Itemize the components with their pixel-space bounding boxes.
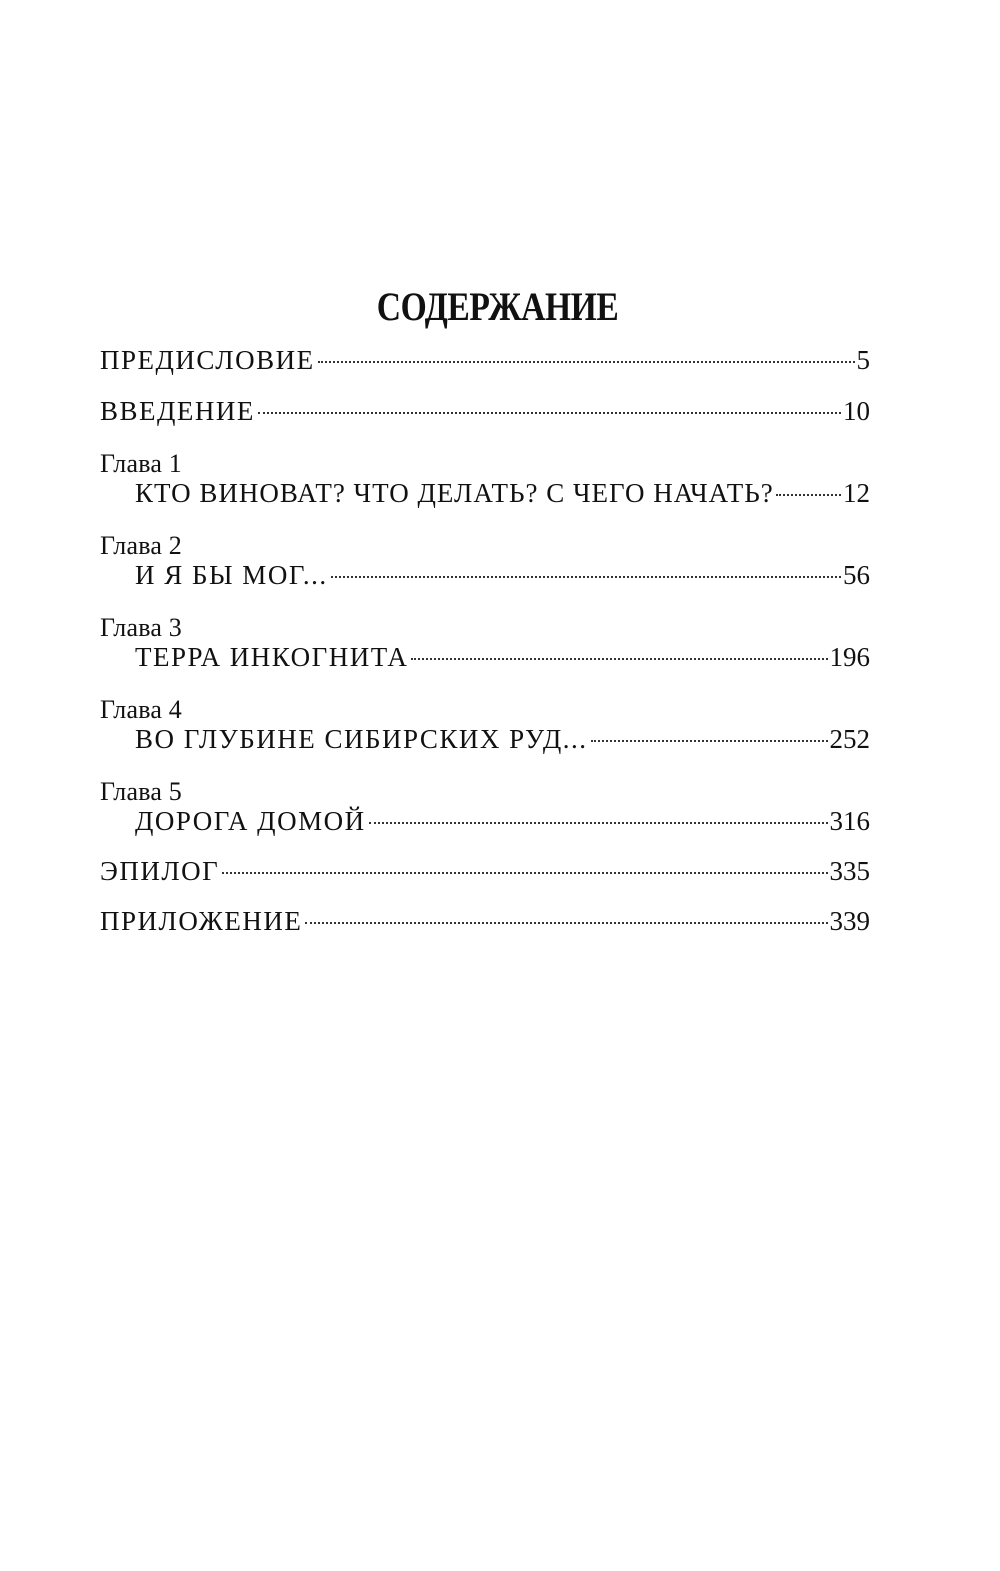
dot-leader xyxy=(258,412,841,414)
toc-entry-epilogue[interactable] xyxy=(100,856,870,896)
toc-entry-label: КТО ВИНОВАТ? ЧТО ДЕЛАТЬ? С ЧЕГО НАЧАТЬ? xyxy=(135,478,774,508)
chapter-number-4: Глава 4 xyxy=(100,695,182,724)
toc-page-number: 335 xyxy=(829,856,870,886)
toc-page-number: 252 xyxy=(829,724,870,754)
toc-entry-label: ПРИЛОЖЕНИЕ xyxy=(100,906,303,936)
toc-page-number: 316 xyxy=(829,806,870,836)
toc-entry-appendix[interactable] xyxy=(100,906,870,946)
toc-entry-label: И Я БЫ МОГ... xyxy=(135,560,328,590)
toc-entry-label: ДОРОГА ДОМОЙ xyxy=(135,806,366,836)
toc-page-number: 5 xyxy=(856,345,870,375)
dot-leader xyxy=(411,658,827,660)
toc-entry-preface[interactable] xyxy=(100,345,870,385)
toc-entry-chapter-3[interactable] xyxy=(135,642,870,682)
dot-leader xyxy=(369,822,828,824)
toc-page-number: 12 xyxy=(843,478,870,508)
toc-entry-label: ТЕРРА ИНКОГНИТА xyxy=(135,642,409,672)
toc-entry-label: ЭПИЛОГ xyxy=(100,856,220,886)
chapter-number-5: Глава 5 xyxy=(100,777,182,806)
dot-leader xyxy=(591,740,828,742)
dot-leader xyxy=(222,872,827,874)
toc-page-number: 56 xyxy=(843,560,870,590)
toc-entry-chapter-5[interactable] xyxy=(135,806,870,846)
chapter-number-3: Глава 3 xyxy=(100,613,182,642)
toc-entry-label: ПРЕДИСЛОВИЕ xyxy=(100,345,315,375)
toc-entry-chapter-2[interactable] xyxy=(135,560,870,600)
chapter-number-1: Глава 1 xyxy=(100,449,182,478)
dot-leader xyxy=(305,922,827,924)
dot-leader xyxy=(331,576,841,578)
toc-entry-introduction[interactable] xyxy=(100,396,870,436)
toc-page-number: 196 xyxy=(829,642,870,672)
toc-entry-label: ВВЕДЕНИЕ xyxy=(100,396,255,426)
toc-page-number: 339 xyxy=(829,906,870,936)
toc-entry-chapter-1[interactable] xyxy=(135,478,870,518)
toc-page-number: 10 xyxy=(843,396,870,426)
toc-entry-label: ВО ГЛУБИНЕ СИБИРСКИХ РУД... xyxy=(135,724,588,754)
chapter-number-2: Глава 2 xyxy=(100,531,182,560)
dot-leader xyxy=(776,494,841,496)
page-title: СОДЕРЖАНИЕ xyxy=(376,284,619,329)
toc-entry-chapter-4[interactable] xyxy=(135,724,870,764)
dot-leader xyxy=(318,361,855,363)
